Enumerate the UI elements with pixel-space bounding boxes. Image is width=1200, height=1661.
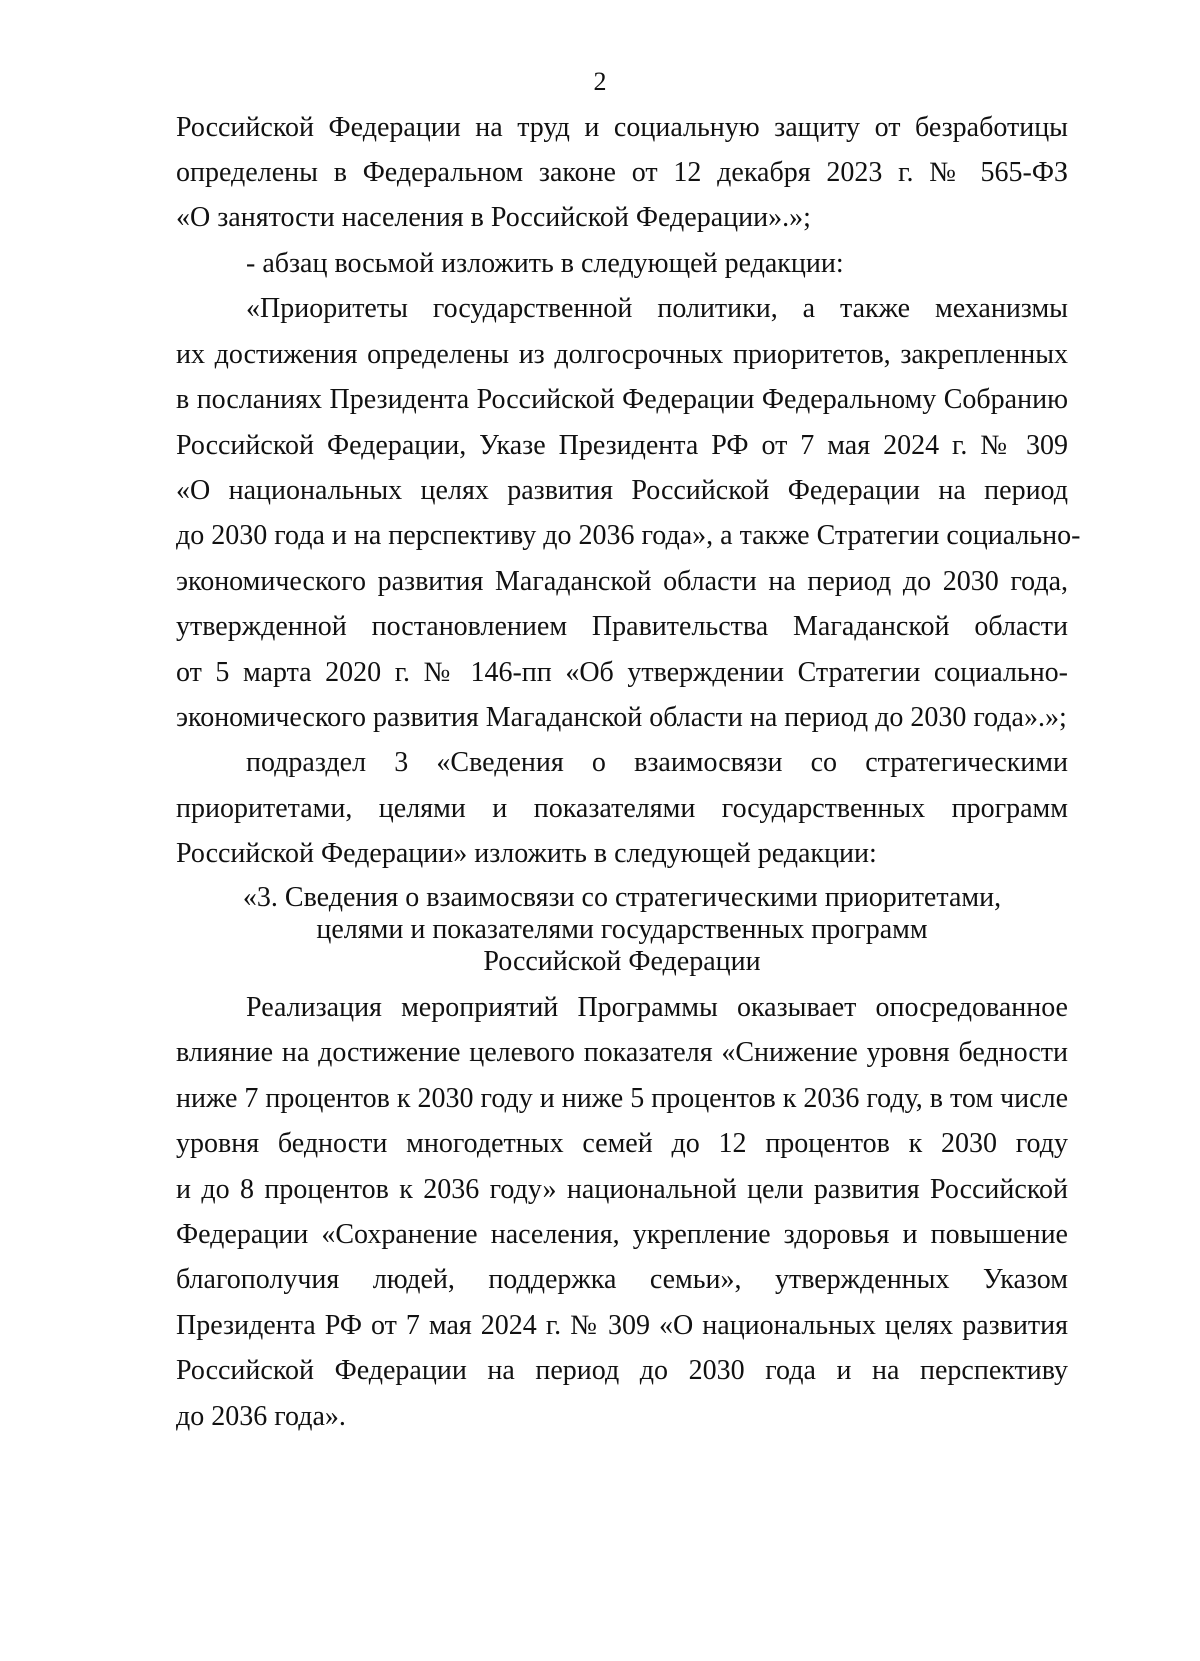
text-line: их достижения определены из долгосрочных приоритетов, закрепленных <box>176 339 1068 370</box>
text-line: Президента РФ от 7 мая 2024 г. № 309 «О национальных целях развития <box>176 1310 1068 1341</box>
text-line: до 2030 года и на перспективу до 2036 года», а также Стратегии социально- <box>176 520 1081 551</box>
text-line: приоритетами, целями и показателями государственных программ <box>176 793 1068 824</box>
text-line: и до 8 процентов к 2036 году» национальной цели развития Российской <box>176 1174 1068 1205</box>
text-line: ниже 7 процентов к 2030 году и ниже 5 процентов к 2036 году, в том числе <box>176 1083 1068 1114</box>
text-line: уровня бедности многодетных семей до 12 процентов к 2030 году <box>176 1128 1068 1159</box>
text-line: влияние на достижение целевого показателя «Снижение уровня бедности <box>176 1037 1068 1068</box>
text-line: Российской Федерации» изложить в следующей редакции: <box>176 838 877 869</box>
text-line: Реализация мероприятий Программы оказывает опосредованное <box>246 992 1068 1023</box>
text-line: Российской Федерации, Указе Президента РФ от 7 мая 2024 г. № 309 <box>176 430 1068 461</box>
text-line: экономического развития Магаданской области на период до 2030 года».»; <box>176 702 1067 733</box>
text-line: до 2036 года». <box>176 1401 346 1432</box>
page-number: 2 <box>593 67 607 96</box>
text-line: «О занятости населения в Российской Федерации».»; <box>176 202 811 233</box>
text-line: Федерации «Сохранение населения, укрепление здоровья и повышение <box>176 1219 1068 1250</box>
text-line: в посланиях Президента Российской Федерации Федеральному Собранию <box>176 384 1068 415</box>
section-heading-line: «3. Сведения о взаимосвязи со стратегическими приоритетами, <box>242 882 1002 913</box>
text-line: Российской Федерации на труд и социальную защиту от безработицы <box>176 112 1068 143</box>
section-heading-line: Российской Федерации <box>483 946 761 977</box>
text-line: благополучия людей, поддержка семьи», утвержденных Указом <box>176 1264 1068 1295</box>
text-line: от 5 марта 2020 г. № 146-пп «Об утверждении Стратегии социально- <box>176 657 1068 688</box>
text-line: определены в Федеральном законе от 12 декабря 2023 г. № 565-ФЗ <box>176 157 1068 188</box>
text-line: экономического развития Магаданской области на период до 2030 года, <box>176 566 1068 597</box>
text-line: утвержденной постановлением Правительства Магаданской области <box>176 611 1068 642</box>
section-heading-line: целями и показателями государственных программ <box>316 914 928 945</box>
text-line: «О национальных целях развития Российской Федерации на период <box>176 475 1068 506</box>
text-line: - абзац восьмой изложить в следующей редакции: <box>246 248 844 279</box>
text-line: Российской Федерации на период до 2030 года и на перспективу <box>176 1355 1068 1386</box>
text-line: подраздел 3 «Сведения о взаимосвязи со стратегическими <box>246 747 1068 778</box>
text-line: «Приоритеты государственной политики, а также механизмы <box>246 293 1068 324</box>
